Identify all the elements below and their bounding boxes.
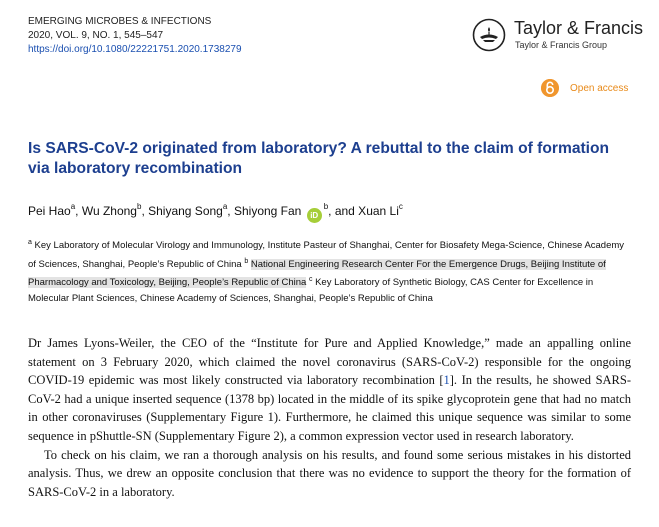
journal-volume: 2020, VOL. 9, NO. 1, 545–547 [28, 30, 164, 41]
author-name[interactable]: Shiyong Fan [233, 204, 302, 218]
article-title: Is SARS-CoV-2 originated from laboratory? A rebuttal to the claim of formation via laboratory recombination [28, 140, 610, 177]
affiliation-text: Key Laboratory of Synthetic Biology, CAS Center for Excellence in Molecular Plant Sciences, Chinese Academy of Sciences, Shanghai, People’s Republic of China [28, 277, 594, 304]
affiliation-text: Key Laboratory of Molecular Virology and Immunology, Institute Pasteur of Shanghai, Center for Biosafety Mega-Science, Chinese Academy of Sciences, Shanghai, People’s Republic of China [28, 240, 625, 270]
orcid-icon[interactable]: iD [307, 208, 322, 223]
article-body [28, 334, 631, 501]
author-name[interactable]: Wu Zhong [81, 204, 137, 218]
author-affiliation-marker: a [70, 202, 76, 211]
journal-header [28, 15, 242, 57]
body-text: ]. In the results, he showed SARS-CoV-2 had a unique inserted sequence (1378 bp) located in the middle of its spike glycoprotein gene that had no match in other coronaviruses (Supplementary Figure 1). Furthermore, he claimed this unique sequence was similar to some sequence in pShuttle-SN (Supplementary Figure 2), a common expression vector used in research laboratory. [28, 373, 631, 443]
publisher-name: Taylor & Francis [514, 18, 644, 38]
affiliation-marker: c [308, 276, 313, 283]
open-access-label: Open access [570, 83, 629, 94]
body-paragraph: To check on his claim, we ran a thorough analysis on his results, and found some serious mistakes in his distorted analysis. Thus, we drew an opposite conclusion that there was no evidence to support the theory for the formation of SARS-CoV-2 in a laboratory. [28, 447, 631, 499]
journal-name: EMERGING MICROBES & INFECTIONS [28, 16, 212, 27]
affiliation-text: National Engineering Research Center For the Emergence Drugs, Beijing Institute of Pharmacology and Toxicology, Beijing, People’s Republic of China [28, 258, 606, 288]
open-access-icon [541, 79, 559, 97]
body-paragraph [28, 334, 631, 446]
author-affiliation-marker: b [323, 202, 329, 211]
affiliations [28, 235, 633, 306]
author-affiliation-marker: c [398, 202, 403, 211]
author-affiliation-marker: b [136, 202, 142, 211]
author-name[interactable]: Shiyang Song [148, 204, 223, 218]
author-list: Pei Hao$^a$, Wu Zhong$^b$, Shiyang Song$^a$, Shiyong Fan $iD^b$, and Xuan Li$^c$ [28, 202, 403, 223]
affiliation-marker: a [28, 239, 32, 246]
publisher-lamp-icon [472, 18, 506, 52]
doi-link[interactable]: https://doi.org/10.1080/22221751.2020.1738279 [28, 44, 242, 55]
author-name[interactable]: and Xuan Li [334, 204, 399, 218]
author-affiliation-marker: a [222, 202, 228, 211]
body-text: Dr James Lyons-Weiler, the CEO of the “Institute for Pure and Applied Knowledge,” made an appalling online statement on 3 February 2020, which claimed the novel coronavirus (SARS-CoV-2) responsible for the ongoing COVID-19 epidemic was most likely constructed via laboratory recombination [ [28, 336, 631, 388]
publisher-group: Taylor & Francis Group [515, 40, 608, 50]
affiliation-marker: b [244, 257, 249, 265]
citation-link[interactable]: 1 [443, 373, 450, 388]
publisher-logo[interactable] [472, 16, 642, 60]
author-name[interactable]: Pei Hao [28, 204, 71, 218]
